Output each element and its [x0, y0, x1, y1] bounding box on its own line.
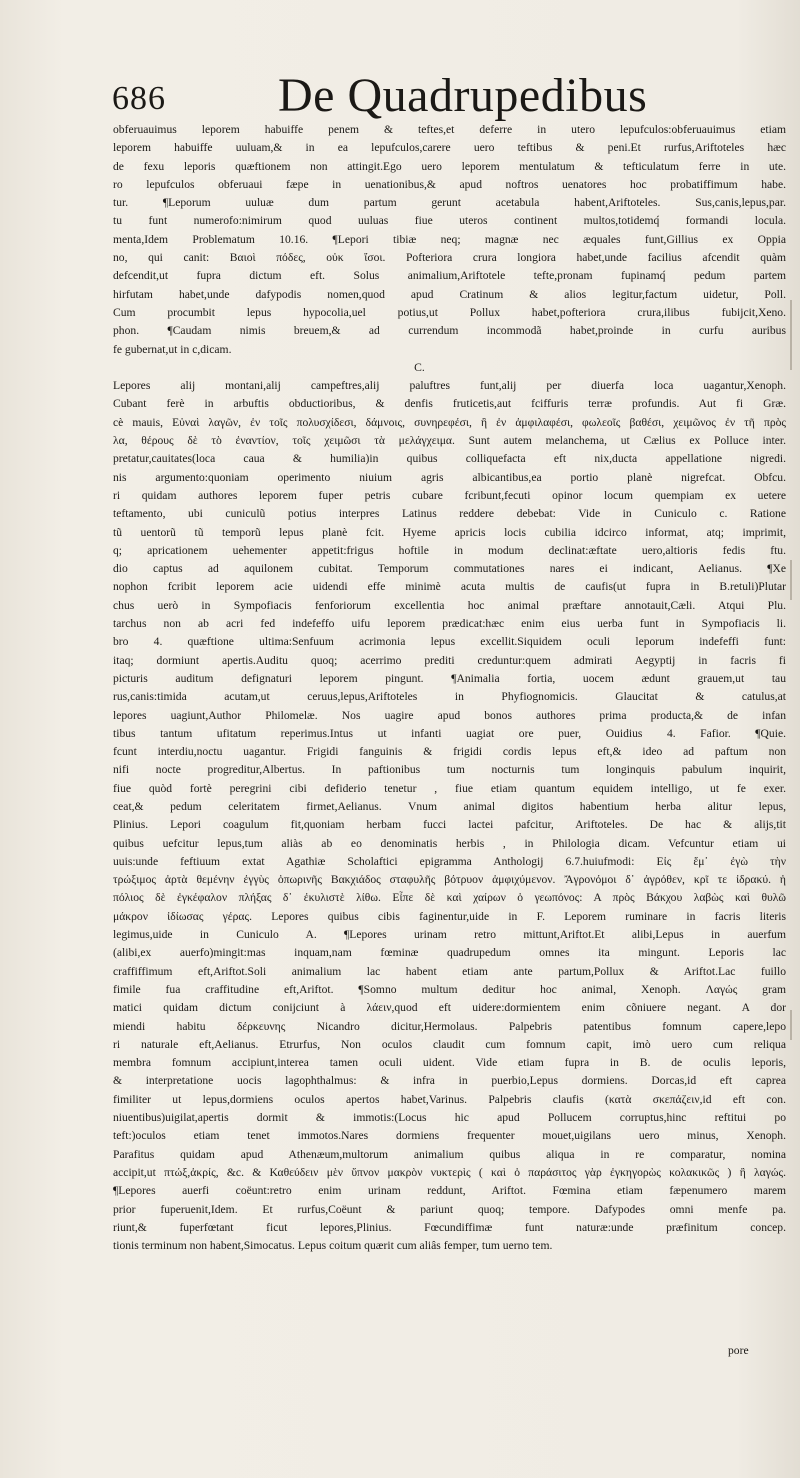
text-line: teft:)oculos etiam tenet immotos.Nares dormiens frequenter mouet,uigilans uero minus, Xenoph.	[113, 1129, 786, 1143]
text-line: fiue quòd fortè peregrini cibi defiderio tenetur , fiue etiam quantum equidem intelligo, ut fe exer.	[113, 781, 786, 795]
text-line: ro lepufculos obferuaui fæpe in uenationibus,& apud noftros uenatores hoc probatiffimum habe.	[113, 177, 786, 191]
catchword: pore	[728, 1344, 749, 1357]
text-line: tionis terminum non habent,Simocatus. Lepus coitum quærit cum aliâs femper, tum uerno tem.	[113, 1239, 553, 1253]
text-line: (alibi,ex auerfo)mingit:mas inquam,nam fœminæ quadrupedum omnes ita mingunt. Leporis lac	[113, 946, 786, 960]
text-line: obferuauimus leporem habuiffe penem & teftes,et deferre in utero lepufculos:obferuauimus etiam	[113, 123, 786, 136]
text-line: no, qui canit: Βαιοὶ πόδες, οὐκ ἴσοι. Pofteriora crura longiora habet,unde facilius afcendit quàm	[113, 251, 786, 265]
text-line: Cubant ferè in arbuftis obductioribus, & denfis fruticetis,aut fciffuris terræ profundis. Aut fi Græ.	[113, 397, 786, 411]
text-line: hirfutam habet,unde dafypodis nomen,quod apud Cratinum & alios legitur,factum uidetur, Poll.	[113, 287, 786, 301]
text-line: niuentibus)uigilat,apertis dormit & immotis:(Locus hic apud Pollucem corruptus,hinc reftitui po	[113, 1111, 786, 1125]
text-line: cè mauis, Εὐναὶ λαγῶν, ἐν τοῖς πολυσχίδεσι, δάμνοις, συνηρεφέσι, ἢ ἐν ἀμφιλαφέσι, φωλεοῖς βαθέσι, χειμῶνος ἐν τῆ πρὸς	[113, 415, 786, 429]
text-line: ri quidam authores leporem fuper petris cubare fcribunt,fecuti opinor locum quempiam ex uetere	[113, 488, 786, 502]
text-line: Lepores alij montani,alij campeftres,alij paluftres funt,alij per diuerfa loca uagantur,Xenoph.	[113, 379, 786, 393]
text-line: nifi nocte progreditur,Albertus. In paftionibus tum nocturnis tum longinquis pabulum inquirit,	[113, 763, 786, 777]
text-line: nis argumento:quoniam operimento niuium agris albicantibus,ea portio planè nigrefcat. Obfcu.	[113, 470, 786, 484]
text-line: de fexu leporis quæftionem non attingit.Ego uero leporem mentulatum & tefticulatum ferre in ute.	[113, 159, 786, 173]
text-line: teftamento, ubi cuniculũ potius interpres Latinus reddere debebat: Vide in Cuniculo c. Ratione	[113, 507, 786, 521]
page-header	[0, 62, 800, 122]
text-line: leporem habuiffe uuluam,& in ea lepufculos,carere uero teftibus & peni.Et rurfus,Ariftoteles hæc	[113, 141, 786, 155]
text-line: accipit,ut πτώξ,ἀκρίς, &c. & Καθεύδειν μὲν ὕπνον μακρὸν νυκτερὶς ( καὶ ὁ παράσιτος γὰρ ἐγκηγορὼς κολακικῶς ) ἢ λαγώς.	[113, 1165, 786, 1179]
text-line: phon. ¶Caudam nimis breuem,& ad currendum incommodã habet,proinde in curfu auribus	[113, 324, 786, 338]
text-line: pretatur,cauitates(loca caua & humilia)in quibus colliquefacta eft nix,ducta appellatione nigredi.	[113, 452, 786, 466]
margin-mark	[790, 1010, 792, 1040]
text-line: λα, θέρους δὲ τὸ ἐναντίον, τοῖς χειμῶσι τὰ μελάγχειμα. Sunt autem melanchema, ut Cælius ex Polluce inter.	[113, 434, 786, 448]
text-line: τρώξιμος ἀρτὰ θεμένην ἐγγὺς ὁπωρινῆς Βακχιάδος σταφυλῆς βότρυον ἀμφιχύμενον. Ἄγρονόμοι δ᾽ ἀγρόθεν, κρῖ τε ἰδρακύ. ἡ	[113, 873, 786, 887]
body-text-column	[113, 121, 786, 1255]
text-line: Cum procumbit lepus hypocolia,uel potius,ut Pollux habet,pofteriora crura,ilibus fubijcit,Xeno.	[113, 305, 786, 319]
text-line: menta,Idem Problematum 10.16. ¶Lepori tibiæ neq; magnæ nec æquales funt,Gillius ex Oppia	[113, 232, 786, 246]
text-line: itaq; dormiunt apertis.Auditu quoq; acerrimo prediti creduntur:quem admirati Aegyptij in facris fi	[113, 653, 786, 667]
text-line: chus uerò in Sympofiacis fenforiorum excellentia hoc animal præftare annotauit,Cæli. Atqui Plu.	[113, 598, 786, 612]
text-line: uuis:unde feftiuum extat Agathiæ Scholaftici epigramma Anthologij 6.7.huiufmodi: Εἰς ἔμ᾽ ἐγὼ τὴν	[113, 854, 786, 868]
text-line: tarchus non ab acri fed indefeffo uifu leporem prædicat:hæc enim eius uerba funt in Sympofiacis li.	[113, 617, 786, 631]
text-line: fimile fua craffitudine eft,Ariftot. ¶Somno multum deditur hoc animal, Xenoph. Λαγώς gram	[113, 982, 786, 996]
text-line: πόλιος δὲ ἐγκέφαλον πλήξας δ᾽ ἐκυλιστὲ λίθω. Εἶπε δὲ καὶ χαίρων ὁ γεωπόνος: Α πρὸς Βάκχου λαβὼς καὶ θυλῶ	[113, 891, 786, 905]
text-line: q; apricationem uehementer appetit:frigus hoftile in modum declinat:æftate uero,altioris fedis ftu.	[113, 543, 786, 557]
margin-mark	[790, 300, 792, 370]
text-line: matici quidam dictum conijciunt à λάειν,quod eft uidere:dormientem enim cõniuere negant. A dor	[113, 1001, 786, 1015]
text-line: Plinius. Lepori coagulum fit,quoniam herbam fucci lactei pafcitur, Ariftoteles. De hac & alijs,tit	[113, 818, 786, 832]
text-line: quibus uefcitur lepus,tum aliàs ab eo denominatis herbis , in Philologia dicam. Vefcuntur etiam ui	[113, 836, 786, 850]
running-title: De Quadrupedibus	[278, 69, 648, 122]
text-line: fcunt interdiu,noctu uagantur. Frigidi fanguinis & frigidi cordis lepus eft,& ideo ad paftum non	[113, 745, 786, 759]
text-line: dio captus ad aquilonem cubitat. Temporum commutationes nares ei indicant, Aelianus. ¶Xe	[113, 562, 786, 576]
text-line: bro 4. quæftione ultima:Senfuum acrimonia lepus excellit.Siquidem oculi leporum indefeffi funt:	[113, 635, 786, 649]
text-line: tur. ¶Leporum uuluæ dum partum gerunt acetabula habent,Ariftoteles. Sus,canis,lepus,par.	[113, 196, 786, 210]
text-line: fimiliter ut lepus,dormiens oculos apertos habet,Varinus. Palpebris claufis (κατὰ σκεπάζειν,id eft con.	[113, 1092, 786, 1106]
text-line: fe gubernat,ut in c,dicam.	[113, 342, 232, 356]
text-line: riunt,& fuperfœtant ficut lepores,Plinius. Fœcundiffimæ funt naturæ:unde præfinitum concep.	[113, 1220, 786, 1234]
text-line: Parafitus quidam apud Athenæum,multorum animalium quibus aliqua in re comparatur, nomina	[113, 1147, 786, 1161]
text-line: tibus tantum ufitatum reperimus.Intus ut infanti uagiat ore puer, Ouidius 4. Fafior. ¶Quie.	[113, 726, 786, 740]
text-line: ceat,& pedum celeritatem firmet,Aelianus. Vnum animal digitos habentium herba alitur lepus,	[113, 799, 786, 813]
section-heading: C.	[414, 360, 425, 374]
text-line: rus,canis:timida acutam,ut ceruus,lepus,Ariftoteles in Phyfiognomicis. Glaucitat & catulus,at	[113, 690, 786, 704]
text-line: miendi habitu δέρκευνης Nicandro dicitur,Hermolaus. Palpebris patentibus fomnum capere,lepo	[113, 1019, 786, 1033]
text-line: lepores uagiunt,Author Philomelæ. Nos uagire apud bonos authores prima producta,& de infan	[113, 708, 786, 722]
text-line: craffiffimum eft,Ariftot.Soli animalium lac habent etiam ante partum,Pollux & Ariftot.Lac fuillo	[113, 964, 786, 978]
text-line: defcendit,ut fupra dictum eft. Solus animalium,Ariftotele tefte,pronam fupinamq́ pedum partem	[113, 269, 786, 283]
text-line: nophon fcribit leporem acie uidendi effe minimè acuta multis de caufis(ut fupra in B.retuli)Plutar	[113, 580, 786, 594]
text-line: & interpretatione uocis lagophthalmus: & infra in puerbio,Lepus dormiens. Dorcas,id eft caprea	[113, 1074, 786, 1088]
text-line: membra fomnum accipiunt,interea tamen oculi uident. Vide etiam fupra in B. de oculis leporis,	[113, 1056, 786, 1070]
text-line: picturis auditum defignaturi leporem pingunt. ¶Animalia fortia, uocem ædunt grauem,ut tau	[113, 671, 786, 685]
text-line: ri naturale eft,Aelianus. Etrurfus, Non oculos claudit cum fomnum capit, imò uero cum reliqua	[113, 1037, 786, 1051]
text-line: prior fuperuenit,Idem. Et rurfus,Coëunt & pariunt quoq; tempore. Dafypodes omni menfe pa.	[113, 1202, 786, 1216]
text-line: tu funt numerofo:nimirum quod uuluas fiue uteros continent multos,totidemq́ formandi locula.	[113, 214, 786, 228]
text-line: μάκρον ἰδίωσας γέρας. Lepores quibus cibis faginentur,uide in F. Leporem ruminare in facris literis	[113, 909, 786, 923]
margin-mark	[790, 560, 792, 600]
page-number: 686	[112, 80, 166, 117]
text-line: legimus,uide in Cuniculo A. ¶Lepores urinam retro mittunt,Ariftot.Et alibi,Lepus in auerfum	[113, 928, 786, 942]
text-line: tũ uentorũ tũ temporũ lepus planè fcit. Hyeme apricis locis cubilia idcirco informat, atq; imprimit,	[113, 525, 786, 539]
text-line: ¶Lepores auerfi coëunt:retro enim urinam reddunt, Ariftot. Fœmina etiam fæpenumero marem	[113, 1184, 786, 1198]
